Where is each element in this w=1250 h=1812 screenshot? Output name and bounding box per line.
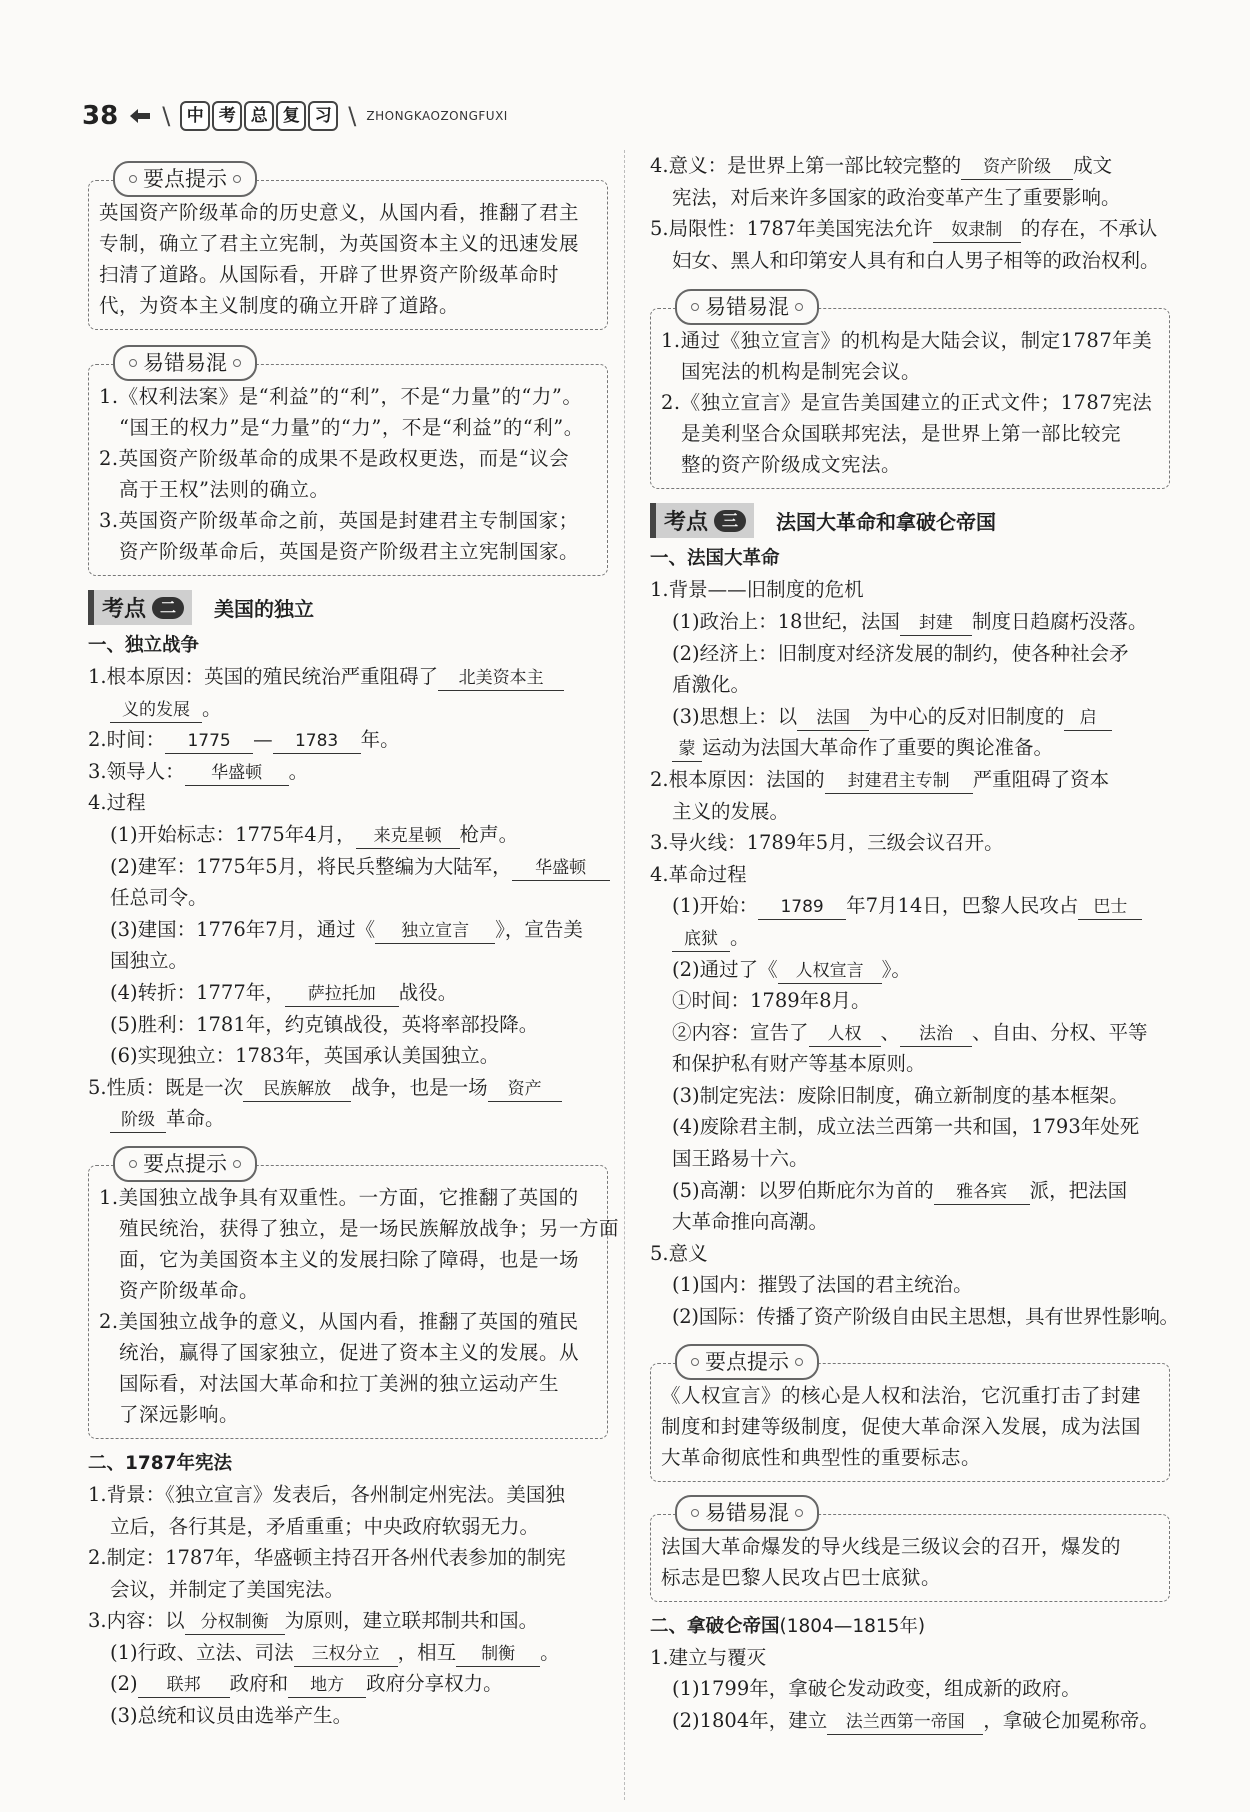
text-line bbox=[650, 606, 1170, 638]
answer-blank: 北美资本主 bbox=[438, 666, 564, 691]
answer-blank: 法治 bbox=[900, 1022, 972, 1047]
text: 2.时间： bbox=[88, 728, 166, 752]
divider-slash: \ bbox=[348, 102, 357, 130]
text-line bbox=[650, 764, 1170, 796]
text: ，相互 bbox=[397, 1640, 457, 1664]
text-line: 大革命推向高潮。 bbox=[672, 1210, 829, 1234]
text: 二、拿破仑帝国 bbox=[650, 1615, 780, 1637]
text-line bbox=[88, 756, 608, 788]
text-line: (1)1799年，拿破仑发动政变，组成新的政府。 bbox=[672, 1677, 1081, 1701]
dot-icon bbox=[691, 303, 699, 311]
text: 。 bbox=[540, 1640, 560, 1664]
box-label bbox=[113, 345, 257, 381]
text: ，拿破仑加冕称帝。 bbox=[983, 1708, 1159, 1732]
exam-point-badge bbox=[650, 503, 754, 538]
text-line: 1.背景——旧制度的危机 bbox=[650, 578, 864, 602]
text-line: 3.导火线：1789年5月，三级会议召开。 bbox=[650, 831, 1004, 855]
brand-char: 习 bbox=[308, 101, 338, 131]
text: 政府分享权力。 bbox=[366, 1672, 503, 1696]
text: — bbox=[253, 728, 273, 752]
text: (3)建国：1776年7月，通过《 bbox=[110, 917, 376, 941]
text-line: 盾激化。 bbox=[672, 673, 751, 697]
box-line: 资产阶级革命后，英国是资产阶级君主立宪制国家。 bbox=[119, 540, 580, 563]
text: 为原则，建立联邦制共和国。 bbox=[284, 1609, 539, 1633]
text: 、 bbox=[880, 1020, 901, 1044]
text-line: (6)实现独立：1783年，英国承认美国独立。 bbox=[110, 1044, 500, 1068]
text-line: 国独立。 bbox=[110, 949, 189, 973]
box-label-text: 易错易混 bbox=[705, 1500, 789, 1525]
text-line: (2)经济上：旧制度对经济发展的制约，使各种社会矛 bbox=[672, 641, 1129, 665]
answer-blank: 义的发展 bbox=[110, 698, 202, 723]
text-line bbox=[88, 693, 608, 725]
answer-blank: 分权制衡 bbox=[185, 1610, 285, 1635]
column-divider bbox=[624, 150, 625, 1800]
answer-blank: 民族解放 bbox=[243, 1077, 351, 1102]
text: (2)建军：1775年5月，将民兵整编为大陆军， bbox=[110, 854, 512, 878]
text-line bbox=[650, 1705, 1170, 1737]
text: 战役。 bbox=[398, 980, 458, 1004]
dot-icon bbox=[233, 359, 241, 367]
common-errors-box bbox=[650, 295, 1170, 489]
answer-blank: 法国 bbox=[797, 706, 869, 731]
answer-blank: 法兰西第一帝国 bbox=[827, 1710, 983, 1735]
text: 成文 bbox=[1073, 154, 1113, 177]
text-line bbox=[88, 661, 608, 693]
box-line: 3.英国资产阶级革命之前，英国是封建君主专制国家； bbox=[99, 509, 579, 532]
key-points-box bbox=[88, 167, 608, 330]
section-heading bbox=[88, 590, 608, 625]
text: 战争，也是一场 bbox=[351, 1075, 488, 1099]
text-line bbox=[88, 1637, 608, 1669]
answer-blank: 巴士 bbox=[1078, 895, 1142, 920]
text: 政府和 bbox=[229, 1672, 289, 1696]
text-line: (3)总统和议员由选举产生。 bbox=[110, 1704, 353, 1728]
text: 》。 bbox=[881, 957, 911, 981]
text: 、自由、分权、平等 bbox=[972, 1020, 1148, 1044]
dot-icon bbox=[691, 1358, 699, 1366]
answer-blank: 华盛顿 bbox=[512, 856, 610, 881]
text: 2.根本原因：法国的 bbox=[650, 767, 825, 791]
page-header bbox=[82, 96, 508, 136]
subsection-title bbox=[650, 1612, 1170, 1642]
dot-icon bbox=[233, 1160, 241, 1168]
answer-blank: 封建君主专制 bbox=[825, 769, 973, 794]
box-line: 法国大革命爆发的导火线是三级议会的召开，爆发的 bbox=[661, 1534, 1122, 1558]
text: 4.意义：是世界上第一部比较完整的 bbox=[650, 154, 962, 177]
text-line bbox=[88, 1605, 608, 1637]
text-line: 和保护私有财产等基本原则。 bbox=[672, 1052, 926, 1076]
text-line bbox=[88, 1072, 608, 1104]
text: (1)政治上：18世纪，法国 bbox=[672, 609, 900, 633]
text-line bbox=[88, 819, 608, 851]
text-line: ①时间：1789年8月。 bbox=[672, 989, 871, 1013]
dot-icon bbox=[233, 175, 241, 183]
text: 枪声。 bbox=[459, 822, 519, 846]
box-line: 大革命彻底性和典型性的重要标志。 bbox=[661, 1445, 982, 1469]
exam-point-badge bbox=[88, 590, 192, 625]
text: (1)行政、立法、司法 bbox=[110, 1640, 294, 1664]
common-errors-box bbox=[650, 1500, 1170, 1602]
text-line: 1.建立与覆灭 bbox=[650, 1645, 767, 1669]
box-label bbox=[675, 289, 819, 325]
box-label-text: 易错易混 bbox=[705, 295, 789, 320]
right-column bbox=[650, 150, 1179, 1736]
answer-blank: 1775 bbox=[165, 729, 253, 754]
text-line bbox=[88, 977, 608, 1009]
text: 5.局限性：1787年美国宪法允许 bbox=[650, 217, 933, 241]
box-label-text: 要点提示 bbox=[143, 1151, 227, 1176]
box-line: 整的资产阶级成文宪法。 bbox=[681, 453, 902, 477]
box-line: 专制，确立了君主立宪制，为英国资本主义的迅速发展 bbox=[99, 232, 580, 255]
text-line bbox=[650, 150, 1170, 182]
answer-blank: 1789 bbox=[758, 895, 846, 920]
answer-blank: 萨拉托加 bbox=[285, 982, 399, 1007]
box-label bbox=[113, 1146, 257, 1182]
answer-blank: 来克星顿 bbox=[356, 824, 460, 849]
text-line bbox=[650, 701, 1170, 733]
text-line bbox=[88, 724, 608, 756]
text: ②内容：宣告了 bbox=[672, 1020, 809, 1044]
brand-logo bbox=[180, 101, 338, 131]
text-line bbox=[650, 1017, 1170, 1049]
brand-char: 中 bbox=[180, 101, 210, 131]
box-line: 2.美国独立战争的意义，从国内看，推翻了英国的殖民 bbox=[99, 1309, 579, 1333]
answer-blank: 雅各宾 bbox=[934, 1180, 1030, 1205]
box-line: 统治，赢得了国家独立，促进了资本主义的发展。从 bbox=[119, 1340, 580, 1364]
text-line: 4.革命过程 bbox=[650, 862, 747, 886]
page-number: 38 bbox=[82, 101, 119, 131]
answer-blank: 人权宣言 bbox=[778, 959, 882, 984]
left-column bbox=[88, 150, 620, 1732]
answer-blank: 资产阶级 bbox=[961, 155, 1073, 180]
section-title: 法国大革命和拿破仑帝国 bbox=[776, 510, 997, 535]
text-line: 宪法，对后来许多国家的政治变革产生了重要影响。 bbox=[672, 185, 1121, 209]
badge-number: 三 bbox=[714, 510, 746, 532]
dot-icon bbox=[129, 359, 137, 367]
text-line bbox=[88, 1668, 608, 1700]
text-line bbox=[650, 732, 1170, 764]
subsection-title: 一、法国大革命 bbox=[650, 548, 780, 570]
text-line bbox=[88, 1103, 608, 1135]
box-line: 2.英国资产阶级革命的成果不是政权更迭，而是“议会 bbox=[99, 447, 570, 470]
answer-blank: 阶级 bbox=[110, 1108, 166, 1133]
text: (1)开始标志：1775年4月， bbox=[110, 822, 356, 846]
text-line: 4.过程 bbox=[88, 791, 146, 815]
box-line: 《人权宣言》的核心是人权和法治，它沉重打击了封建 bbox=[661, 1383, 1142, 1407]
box-label-text: 要点提示 bbox=[705, 1349, 789, 1374]
text-line: 2.制定：1787年，华盛顿主持召开各州代表参加的制宪 bbox=[88, 1546, 566, 1570]
box-line: 国宪法的机构是制宪会议。 bbox=[681, 360, 922, 384]
box-line: 2.《独立宣言》是宣告美国建立的正式文件；1787宪法 bbox=[661, 391, 1153, 415]
text-line: (5)胜利：1781年，约克镇战役，英将率部投降。 bbox=[110, 1012, 539, 1036]
text: 3.领导人： bbox=[88, 759, 185, 783]
dot-icon bbox=[795, 1509, 803, 1517]
text: (2)通过了《 bbox=[672, 957, 778, 981]
brand-pinyin: ZHONGKAOZONGFUXI bbox=[366, 109, 508, 123]
box-line: 资产阶级革命。 bbox=[119, 1278, 260, 1302]
text: 。 bbox=[288, 759, 309, 783]
text-line bbox=[650, 954, 1170, 986]
text: 》，宣告美 bbox=[495, 917, 583, 941]
text: 的存在，不承认 bbox=[1020, 217, 1158, 241]
box-line: 代，为资本主义制度的确立开辟了道路。 bbox=[99, 294, 460, 317]
section-heading bbox=[650, 503, 1170, 538]
box-line: 标志是巴黎人民攻占巴士底狱。 bbox=[661, 1565, 942, 1589]
box-label bbox=[113, 161, 257, 197]
text-line bbox=[650, 890, 1170, 922]
brand-char: 复 bbox=[276, 101, 306, 131]
text: (5)高潮：以罗伯斯庇尔为首的 bbox=[672, 1178, 934, 1202]
text: 1.根本原因：英国的殖民统治严重阻碍了 bbox=[88, 665, 439, 688]
box-line: 了深远影响。 bbox=[119, 1402, 240, 1426]
badge-text: 考点 bbox=[102, 597, 147, 622]
subsection-title: 二、1787年宪法 bbox=[88, 1452, 232, 1474]
text: 年7月14日，巴黎人民攻占 bbox=[846, 894, 1079, 918]
text: (3)思想上：以 bbox=[672, 704, 798, 728]
text: 为中心的反对旧制度的 bbox=[869, 704, 1065, 728]
text: 5.性质：既是一次 bbox=[88, 1075, 244, 1099]
box-line: 英国资产阶级革命的历史意义，从国内看，推翻了君主 bbox=[99, 201, 580, 224]
text-line bbox=[650, 1175, 1170, 1207]
box-label bbox=[675, 1495, 819, 1531]
text-line bbox=[650, 922, 1170, 954]
box-line: 是美利坚合众国联邦宪法，是世界上第一部比较完 bbox=[681, 422, 1122, 446]
text-line: 1.背景：《独立宣言》发表后，各州制定州宪法。美国独 bbox=[88, 1482, 565, 1506]
dot-icon bbox=[795, 303, 803, 311]
answer-blank: 启 bbox=[1064, 706, 1112, 731]
box-label-text: 易错易混 bbox=[143, 351, 227, 375]
answer-blank: 联邦 bbox=[138, 1673, 230, 1698]
divider-slash: \ bbox=[162, 102, 171, 130]
badge-text: 考点 bbox=[664, 510, 709, 536]
box-line: 1.美国独立战争具有双重性。一方面，它推翻了英国的 bbox=[99, 1185, 579, 1209]
box-label bbox=[675, 1344, 819, 1380]
answer-blank: 制衡 bbox=[456, 1642, 540, 1667]
text: 严重阻碍了资本 bbox=[972, 767, 1110, 791]
answer-blank: 底狱 bbox=[672, 927, 730, 952]
left-arrow-icon bbox=[128, 107, 152, 125]
text-line: 国王路易十六。 bbox=[672, 1147, 809, 1171]
common-errors-box bbox=[88, 351, 608, 576]
text: 革命。 bbox=[166, 1107, 225, 1131]
box-line: 1.通过《独立宣言》的机构是大陆会议，制定1787年美 bbox=[661, 329, 1153, 353]
text-line: (4)废除君主制，成立法兰西第一共和国，1793年处死 bbox=[672, 1115, 1140, 1139]
text: 3.内容：以 bbox=[88, 1609, 185, 1633]
answer-blank: 地方 bbox=[288, 1673, 366, 1698]
key-points-box bbox=[650, 1349, 1170, 1482]
answer-blank: 封建 bbox=[900, 611, 972, 636]
text-line: 5.意义 bbox=[650, 1241, 708, 1265]
brand-char: 总 bbox=[244, 101, 274, 131]
section-title: 美国的独立 bbox=[214, 597, 315, 621]
text: 。 bbox=[202, 696, 222, 720]
brand-char: 考 bbox=[212, 101, 242, 131]
text-line: (1)国内：摧毁了法国的君主统治。 bbox=[672, 1273, 973, 1297]
key-points-box bbox=[88, 1151, 620, 1439]
text: (2) bbox=[110, 1672, 138, 1696]
text: (1804—1815年) bbox=[779, 1615, 926, 1637]
text-line: 主义的发展。 bbox=[672, 799, 790, 823]
box-line: “国王的权力”是“力量”的“力”，不是“利益”的“利”。 bbox=[119, 416, 584, 439]
answer-blank: 1783 bbox=[273, 729, 361, 754]
box-label-text: 要点提示 bbox=[143, 167, 227, 191]
box-line: 制度和封建等级制度，促使大革命深入发展，成为法国 bbox=[661, 1414, 1142, 1438]
answer-blank: 奴隶制 bbox=[933, 218, 1021, 243]
answer-blank: 华盛顿 bbox=[185, 761, 289, 786]
text-line: 立后，各行其是，矛盾重重；中央政府软弱无力。 bbox=[110, 1514, 540, 1538]
text-line: 妇女、黑人和印第安人具有和白人男子相等的政治权利。 bbox=[672, 248, 1160, 272]
answer-blank: 人权 bbox=[809, 1022, 881, 1047]
text-line: (3)制定宪法：废除旧制度，确立新制度的基本框架。 bbox=[672, 1083, 1129, 1107]
answer-blank: 蒙 bbox=[672, 737, 702, 762]
answer-blank: 独立宣言 bbox=[375, 919, 495, 944]
dot-icon bbox=[795, 1358, 803, 1366]
text: (4)转折：1777年， bbox=[110, 980, 285, 1004]
answer-blank: 三权分立 bbox=[294, 1642, 398, 1667]
dot-icon bbox=[691, 1509, 699, 1517]
text-line: (2)国际：传播了资产阶级自由民主思想，具有世界性影响。 bbox=[672, 1305, 1179, 1329]
box-line: 1.《权利法案》是“利益”的“利”，不是“力量”的“力”。 bbox=[99, 385, 583, 408]
text: (1)开始： bbox=[672, 894, 759, 918]
box-line: 高于王权”法则的确立。 bbox=[119, 478, 330, 501]
text-line bbox=[88, 851, 608, 883]
text-line: 会议，并制定了美国宪法。 bbox=[110, 1577, 345, 1601]
text-line bbox=[650, 213, 1170, 245]
text: 。 bbox=[730, 925, 750, 949]
text-line: 任总司令。 bbox=[110, 886, 208, 910]
dot-icon bbox=[129, 1160, 137, 1168]
box-line: 面，它为美国资本主义的发展扫除了障碍，也是一场 bbox=[119, 1247, 580, 1271]
text-line bbox=[88, 914, 608, 946]
text: 年。 bbox=[360, 728, 400, 752]
box-line: 国际看，对法国大革命和拉丁美洲的独立运动产生 bbox=[119, 1371, 560, 1395]
dot-icon bbox=[129, 175, 137, 183]
subsection-title: 一、独立战争 bbox=[88, 635, 200, 656]
badge-number: 二 bbox=[152, 597, 184, 619]
box-line: 殖民统治，获得了独立，是一场民族解放战争；另一方面 bbox=[119, 1216, 620, 1240]
text: 运动为法国大革命作了重要的舆论准备。 bbox=[702, 736, 1054, 760]
box-line: 扫清了道路。从国际看，开辟了世界资产阶级革命时 bbox=[99, 263, 560, 286]
text: 派，把法国 bbox=[1029, 1178, 1128, 1202]
answer-blank: 资产 bbox=[488, 1077, 562, 1102]
text: (2)1804年，建立 bbox=[672, 1708, 828, 1732]
text: 制度日趋腐朽没落。 bbox=[971, 609, 1148, 633]
